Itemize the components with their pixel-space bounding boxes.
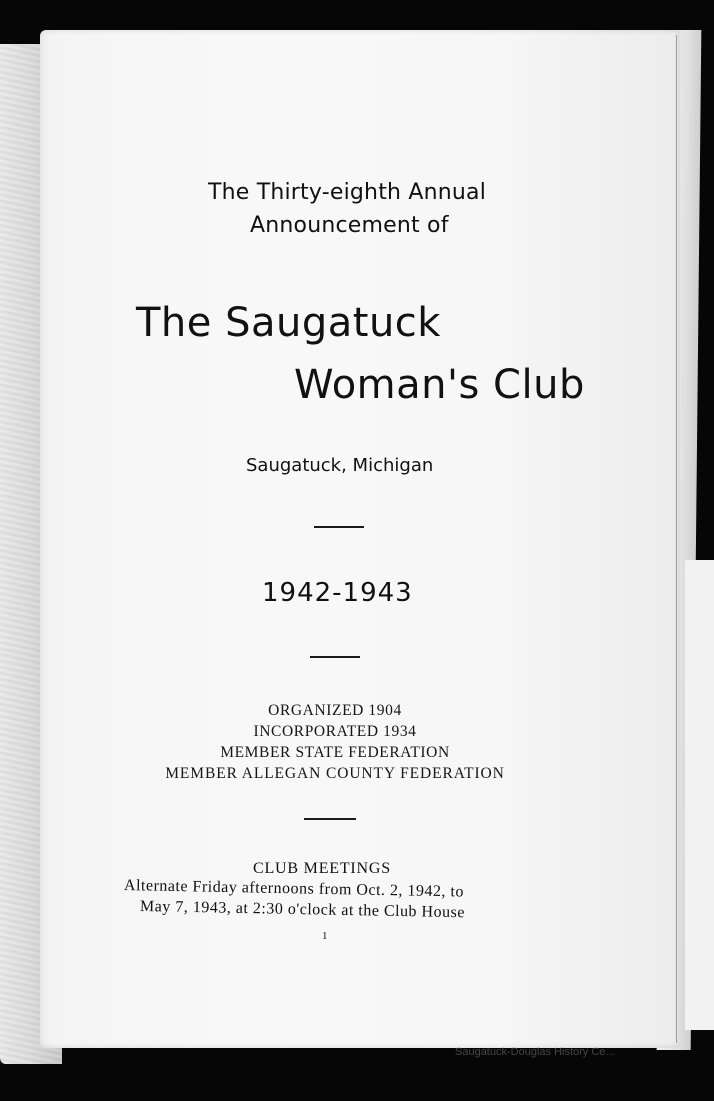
- page-edge: [676, 35, 677, 1043]
- meetings-schedule-line-2: May 7, 1943, at 2:30 o'clock at the Club House: [139, 898, 466, 922]
- underlying-sheet: [685, 560, 714, 1030]
- divider-rule: [304, 818, 356, 820]
- fact-county-federation: MEMBER ALLEGAN COUNTY FEDERATION: [165, 765, 505, 782]
- announcement-line-1: The Thirty-eighth Annual: [208, 180, 487, 205]
- announcement-line-2: Announcement of: [250, 213, 449, 238]
- fact-state-federation: MEMBER STATE FEDERATION: [220, 744, 450, 761]
- page-number: 1: [322, 930, 328, 942]
- club-facts: [120, 700, 550, 784]
- divider-rule: [310, 656, 360, 658]
- fact-organized: ORGANIZED 1904: [268, 702, 402, 719]
- divider-rule: [314, 526, 364, 528]
- meetings-heading: CLUB MEETINGS: [253, 860, 391, 877]
- fact-incorporated: INCORPORATED 1934: [253, 723, 417, 740]
- club-location: Saugatuck, Michigan: [246, 455, 434, 476]
- archive-watermark: Saugatuck-Douglas History Ce...: [455, 1046, 615, 1058]
- club-name-line-1: The Saugatuck: [136, 300, 441, 346]
- club-name-line-2: Woman's Club: [294, 362, 585, 408]
- meetings-schedule-line-1: Alternate Friday afternoons from Oct. 2, 1942, to: [123, 877, 465, 901]
- club-years: 1942-1943: [262, 578, 413, 608]
